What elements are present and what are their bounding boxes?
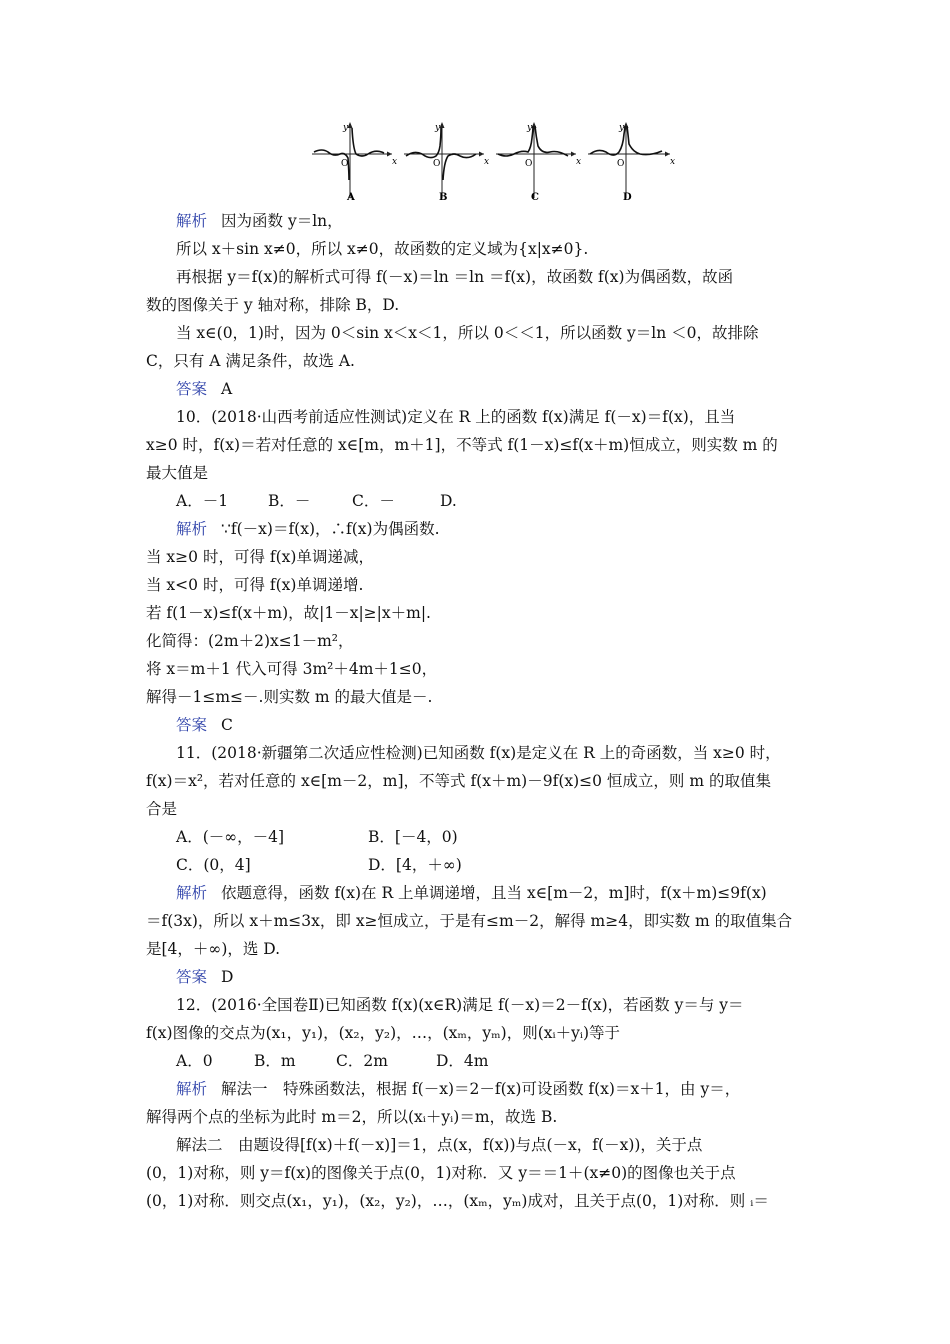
option-d: D．4m	[436, 1052, 489, 1070]
option-b: B．－	[268, 492, 311, 510]
q12-line-1: 12．(2016·全国卷Ⅱ)已知函数 f(x)(x∈R)满足 f(－x)＝2－f(x)，若函数 y＝与 y＝	[176, 996, 744, 1014]
y-axis-label: y	[435, 123, 441, 133]
jiexi-label: 解析	[176, 884, 208, 902]
q11-solution-2: ＝f(3x)，所以 x＋m≤3x，即 x≥恒成立，于是有≤m－2，解得 m≥4，即实数 m 的取值集合	[146, 912, 793, 930]
q9-line-2: 所以 x＋sin x≠0，所以 x≠0，故函数的定义域为{x|x≠0}.	[176, 240, 589, 258]
x-axis-label: x	[484, 157, 490, 167]
graph-label: A	[347, 192, 355, 203]
x-axis-label: x	[576, 157, 582, 167]
q9-line-1	[176, 210, 343, 232]
text: 依题意得，函数 f(x)在 R 上单调递增，且当 x∈[m－2，m]时，f(x＋m)≤9f(x)	[221, 884, 767, 902]
graph-a	[312, 122, 397, 203]
q11-line-2: f(x)＝x²，若对任意的 x∈[m－2，m]，不等式 f(x＋m)－9f(x)≤0 恒成立，则 m 的取值集	[146, 772, 771, 790]
q10-line-2: x≥0 时，f(x)＝若对任意的 x∈[m，m＋1]，不等式 f(1－x)≤f(x＋m)恒成立，则实数 m 的	[146, 436, 778, 454]
q11-line-1: 11．(2018·新疆第二次适应性检测)已知函数 f(x)是定义在 R 上的奇函数，当 x≥0 时，	[176, 744, 781, 762]
daan-label: 答案	[176, 716, 208, 734]
q11-solution-3: 是[4，＋∞)，选 D.	[146, 940, 281, 958]
text: ∵f(－x)＝f(x)，∴f(x)为偶函数.	[221, 520, 440, 538]
daan-label: 答案	[176, 380, 208, 398]
graph-label: D	[623, 192, 632, 203]
function-graphs-figure	[310, 118, 680, 208]
origin-label: O	[433, 159, 441, 169]
q12-options	[176, 1050, 489, 1072]
x-axis-label: x	[392, 157, 398, 167]
origin-label: O	[525, 159, 533, 169]
y-axis-label: y	[343, 123, 349, 133]
q10-solution-7: 解得－1≤m≤－.则实数 m 的最大值是－.	[146, 688, 433, 706]
option-d: D．[4，＋∞)	[368, 856, 462, 874]
q10-options	[176, 490, 457, 512]
q9-answer	[176, 378, 232, 400]
graph-d	[588, 122, 675, 203]
q10-line-1: 10．(2018·山西考前适应性测试)定义在 R 上的函数 f(x)满足 f(－x)＝f(x)，且当	[176, 408, 736, 426]
x-axis-label: x	[670, 157, 676, 167]
option-c: C．2m	[336, 1052, 388, 1070]
q11-solution-1	[176, 882, 767, 904]
q12-line-2: f(x)图像的交点为(x₁，y₁)，(x₂，y₂)，…，(xₘ，yₘ)，则(xᵢ＋yᵢ)等于	[146, 1024, 621, 1042]
answer-value: A	[221, 380, 233, 398]
q9-line-6: C，只有 A 满足条件，故选 A.	[146, 352, 355, 370]
jiexi-label: 解析	[176, 212, 208, 230]
origin-label: O	[617, 159, 625, 169]
option-a: A．(－∞，－4]	[176, 828, 285, 846]
q11-options-row-2	[176, 854, 462, 876]
q10-solution-6: 将 x＝m＋1 代入可得 3m²＋4m＋1≤0，	[146, 660, 438, 678]
jiexi-label: 解析	[176, 1080, 208, 1098]
q12-solution-4: (0，1)对称，则 y＝f(x)的图像关于点(0，1)对称．又 y＝＝1＋(x≠0)的图像也关于点	[146, 1164, 736, 1182]
q12-solution-2: 解得两个点的坐标为此时 m＝2，所以(xᵢ＋yᵢ)＝m，故选 B.	[146, 1108, 558, 1126]
graph-c	[496, 122, 581, 203]
text: 因为函数 y＝ln，	[221, 212, 343, 230]
graph-label: C	[531, 192, 539, 203]
q10-solution-3: 当 x<0 时，可得 f(x)单调递增.	[146, 576, 364, 594]
origin-label: O	[341, 159, 349, 169]
text: 解法一 特殊函数法，根据 f(－x)＝2－f(x)可设函数 f(x)＝x＋1，由 y＝，	[221, 1080, 741, 1098]
q10-solution-5: 化简得：(2m＋2)x≤1－m²，	[146, 632, 354, 650]
q9-line-3: 再根据 y＝f(x)的解析式可得 f(－x)＝ln ＝ln ＝f(x)，故函数 f(x)为偶函数，故函	[176, 268, 734, 286]
option-c: C．(0，4]	[176, 856, 251, 874]
option-a: A．0	[176, 1052, 213, 1070]
answer-value: C	[221, 716, 233, 734]
q10-solution-2: 当 x≥0 时，可得 f(x)单调递减，	[146, 548, 374, 566]
jiexi-label: 解析	[176, 520, 208, 538]
q10-answer	[176, 714, 233, 736]
q10-line-3: 最大值是	[146, 464, 209, 482]
answer-value: D	[221, 968, 234, 986]
q12-solution-3: 解法二 由题设得[f(x)＋f(－x)]＝1，点(x，f(x))与点(－x，f(－x))，关于点	[176, 1136, 703, 1154]
y-axis-label: y	[527, 123, 533, 133]
option-a: A．－1	[176, 492, 229, 510]
option-c: C．－	[352, 492, 395, 510]
option-b: B．m	[254, 1052, 296, 1070]
q11-answer	[176, 966, 233, 988]
q10-solution-4: 若 f(1－x)≤f(x＋m)，故|1－x|≥|x＋m|.	[146, 604, 431, 622]
q11-options-row-1	[176, 826, 458, 848]
option-d: D.	[440, 492, 457, 510]
q10-solution-1	[176, 518, 440, 540]
q12-solution-1	[176, 1078, 740, 1100]
graph-label: B	[439, 192, 448, 203]
q9-line-4: 数的图像关于 y 轴对称，排除 B，D.	[146, 296, 400, 314]
q11-line-3: 合是	[146, 800, 178, 818]
q9-line-5: 当 x∈(0，1)时，因为 0＜sin x＜x＜1，所以 0＜＜1，所以函数 y＝ln ＜0，故排除	[176, 324, 759, 342]
graph-b	[404, 122, 489, 203]
y-axis-label: y	[619, 123, 625, 133]
option-b: B．[－4，0)	[368, 828, 458, 846]
q12-solution-5: (0，1)对称．则交点(x₁，y₁)，(x₂，y₂)，…，(xₘ，yₘ)成对，且关于点(0，1)对称．则 ᵢ＝	[146, 1192, 769, 1210]
daan-label: 答案	[176, 968, 208, 986]
